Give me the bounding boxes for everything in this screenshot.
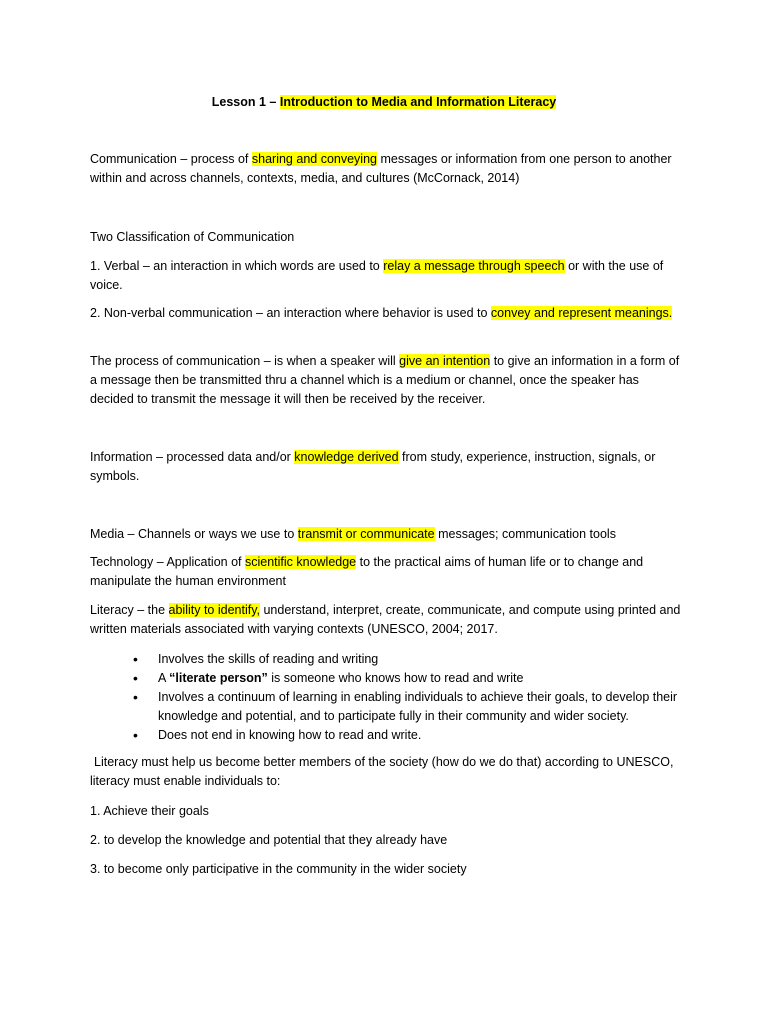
text-run: messages or information from one person to another within and across channels, contexts, media, and cultures (McCornack, 2014) [90,152,672,185]
text-run: to give an information in a form of a message then be transmitted thru a channel which is a medium or channel, once the speaker has decided to transmit the message it will then be received by the receiver. [90,354,680,406]
goal-2: 2. to develop the knowledge and potential that they already have [90,833,448,847]
literacy-bullet-list [90,650,690,745]
text-run: messages; communication tools [434,527,616,541]
list-item [90,726,680,745]
communication-definition [90,150,682,188]
text-run: Does not end in knowing how to read and write. [158,728,422,742]
text-run: Information – processed data and/or [90,450,295,464]
bold-term: “literate person” [169,671,268,685]
highlight: give an intention [399,354,491,368]
media-definition [90,525,682,544]
highlight: transmit or communicate [297,527,435,541]
text-run: Involves the skills of reading and writing [158,652,379,666]
highlight: convey and represent meanings. [490,306,673,320]
list-item [90,669,680,688]
text-run: Technology – Application of [90,555,245,569]
text-run: or with the use of voice. [90,259,664,292]
goal-3: 3. to become only participative in the community in the wider society [90,862,467,876]
text-run: Involves a continuum of learning in enabling individuals to achieve their goals, to develop their knowledge and potential, and to participate fully in their community and wider society. [158,690,678,723]
text-run: from study, experience, instruction, signals, or symbols. [90,450,656,483]
process-definition [90,352,682,409]
text-run: 1. Verbal – an interaction in which words are used to [90,259,384,273]
technology-definition [90,553,682,591]
text-run: The process of communication – is when a speaker will [90,354,400,368]
highlight: ability to identify, [168,603,260,617]
text-run: Communication – process of [90,152,252,166]
title-highlight: Introduction to Media and Information Literacy [279,95,557,109]
text-run: to the practical aims of human life or to change and manipulate the human environment [90,555,644,588]
highlight: relay a message through speech [383,259,565,273]
nonverbal-definition [90,304,682,323]
text-run: A [158,671,170,685]
text-run: is someone who knows how to read and write [267,671,524,685]
highlight: sharing and conveying [251,152,377,166]
title-prefix: Lesson 1 – [211,95,280,109]
goal-1: 1. Achieve their goals [90,804,209,818]
highlight: scientific knowledge [244,555,357,569]
text-run: understand, interpret, create, communicate, and compute using printed and written materials associated with varying contexts (UNESCO, 2004; 2017. [90,603,681,636]
classification-heading: Two Classification of Communication [90,230,295,244]
list-item [90,688,680,726]
highlight: knowledge derived [294,450,399,464]
text-run: 2. Non-verbal communication – an interaction where behavior is used to [90,306,491,320]
unesco-intro: Literacy must help us become better members of the society (how do we do that) according to UNESCO, literacy must enable individuals to: [90,755,674,788]
information-definition [90,448,682,486]
literacy-definition [90,601,682,639]
list-item [90,650,680,669]
lesson-title [90,93,678,112]
verbal-definition [90,257,682,295]
text-run: Literacy – the [90,603,169,617]
text-run: Media – Channels or ways we use to [90,527,298,541]
